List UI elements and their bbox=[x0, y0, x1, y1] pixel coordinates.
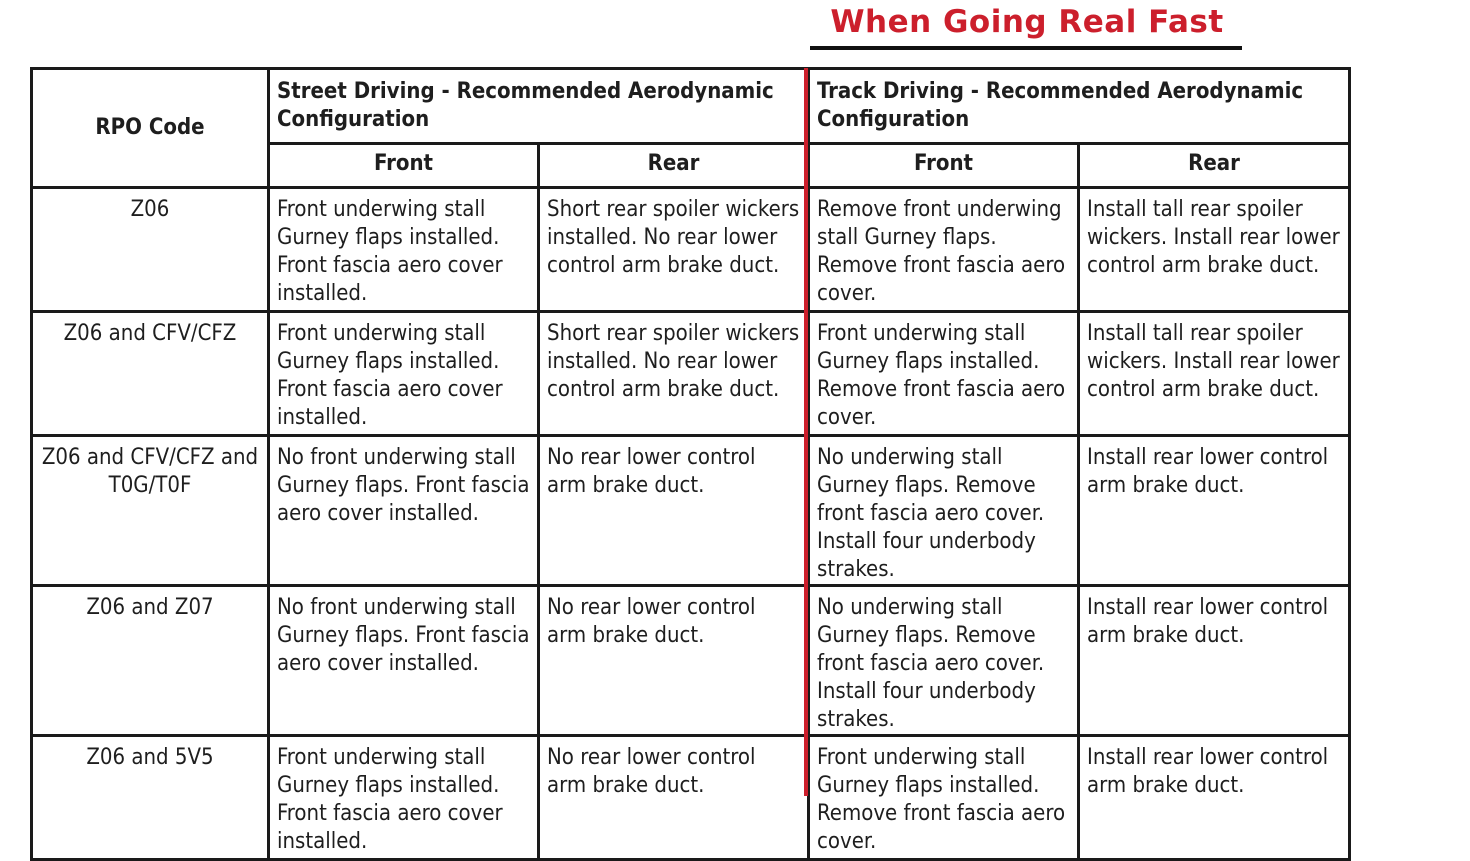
street-rear-cell: No rear lower control arm brake duct. bbox=[539, 436, 809, 586]
aero-config-table bbox=[30, 67, 1351, 861]
street-rear-header: Rear bbox=[539, 144, 809, 188]
rpo-code-cell: Z06 and CFV/CFZ and T0G/T0F bbox=[32, 436, 269, 586]
track-front-cell: No underwing stall Gurney flaps. Remove front fascia aero cover. Install four underbody strakes. bbox=[809, 586, 1079, 736]
rpo-code-cell: Z06 and CFV/CFZ bbox=[32, 312, 269, 436]
track-rear-cell: Install rear lower control arm brake duct. bbox=[1079, 436, 1350, 586]
street-rear-cell: Short rear spoiler wickers installed. No rear lower control arm brake duct. bbox=[539, 188, 809, 312]
annotation-underline bbox=[810, 46, 1242, 50]
track-front-cell: No underwing stall Gurney flaps. Remove front fascia aero cover. Install four underbody strakes. bbox=[809, 436, 1079, 586]
track-rear-cell: Install tall rear spoiler wickers. Install rear lower control arm brake duct. bbox=[1079, 188, 1350, 312]
table-row bbox=[32, 312, 1350, 436]
street-front-cell: Front underwing stall Gurney flaps installed. Front fascia aero cover installed. bbox=[269, 312, 539, 436]
street-rear-cell: No rear lower control arm brake duct. bbox=[539, 736, 809, 860]
track-driving-header: Track Driving - Recommended Aerodynamic Configuration bbox=[809, 69, 1350, 144]
rpo-code-cell: Z06 and 5V5 bbox=[32, 736, 269, 860]
track-front-header: Front bbox=[809, 144, 1079, 188]
rpo-code-cell: Z06 bbox=[32, 188, 269, 312]
track-front-cell: Front underwing stall Gurney flaps installed. Remove front fascia aero cover. bbox=[809, 312, 1079, 436]
annotation-title: When Going Real Fast bbox=[830, 4, 1224, 40]
table-row bbox=[32, 736, 1350, 860]
street-front-cell: No front underwing stall Gurney flaps. Front fascia aero cover installed. bbox=[269, 436, 539, 586]
track-rear-header: Rear bbox=[1079, 144, 1350, 188]
track-front-cell: Front underwing stall Gurney flaps installed. Remove front fascia aero cover. bbox=[809, 736, 1079, 860]
street-front-header: Front bbox=[269, 144, 539, 188]
track-rear-cell: Install tall rear spoiler wickers. Install rear lower control arm brake duct. bbox=[1079, 312, 1350, 436]
track-rear-cell: Install rear lower control arm brake duct. bbox=[1079, 736, 1350, 860]
table-row bbox=[32, 188, 1350, 312]
rpo-code-cell: Z06 and Z07 bbox=[32, 586, 269, 736]
table-row bbox=[32, 586, 1350, 736]
street-track-divider bbox=[804, 68, 808, 796]
track-front-cell: Remove front underwing stall Gurney flaps. Remove front fascia aero cover. bbox=[809, 188, 1079, 312]
track-rear-cell: Install rear lower control arm brake duct. bbox=[1079, 586, 1350, 736]
street-driving-header: Street Driving - Recommended Aerodynamic Configuration bbox=[269, 69, 809, 144]
rpo-code-header: RPO Code bbox=[32, 69, 269, 188]
street-front-cell: Front underwing stall Gurney flaps installed. Front fascia aero cover installed. bbox=[269, 736, 539, 860]
table-row bbox=[32, 436, 1350, 586]
street-rear-cell: No rear lower control arm brake duct. bbox=[539, 586, 809, 736]
street-front-cell: Front underwing stall Gurney flaps installed. Front fascia aero cover installed. bbox=[269, 188, 539, 312]
street-front-cell: No front underwing stall Gurney flaps. Front fascia aero cover installed. bbox=[269, 586, 539, 736]
street-rear-cell: Short rear spoiler wickers installed. No rear lower control arm brake duct. bbox=[539, 312, 809, 436]
